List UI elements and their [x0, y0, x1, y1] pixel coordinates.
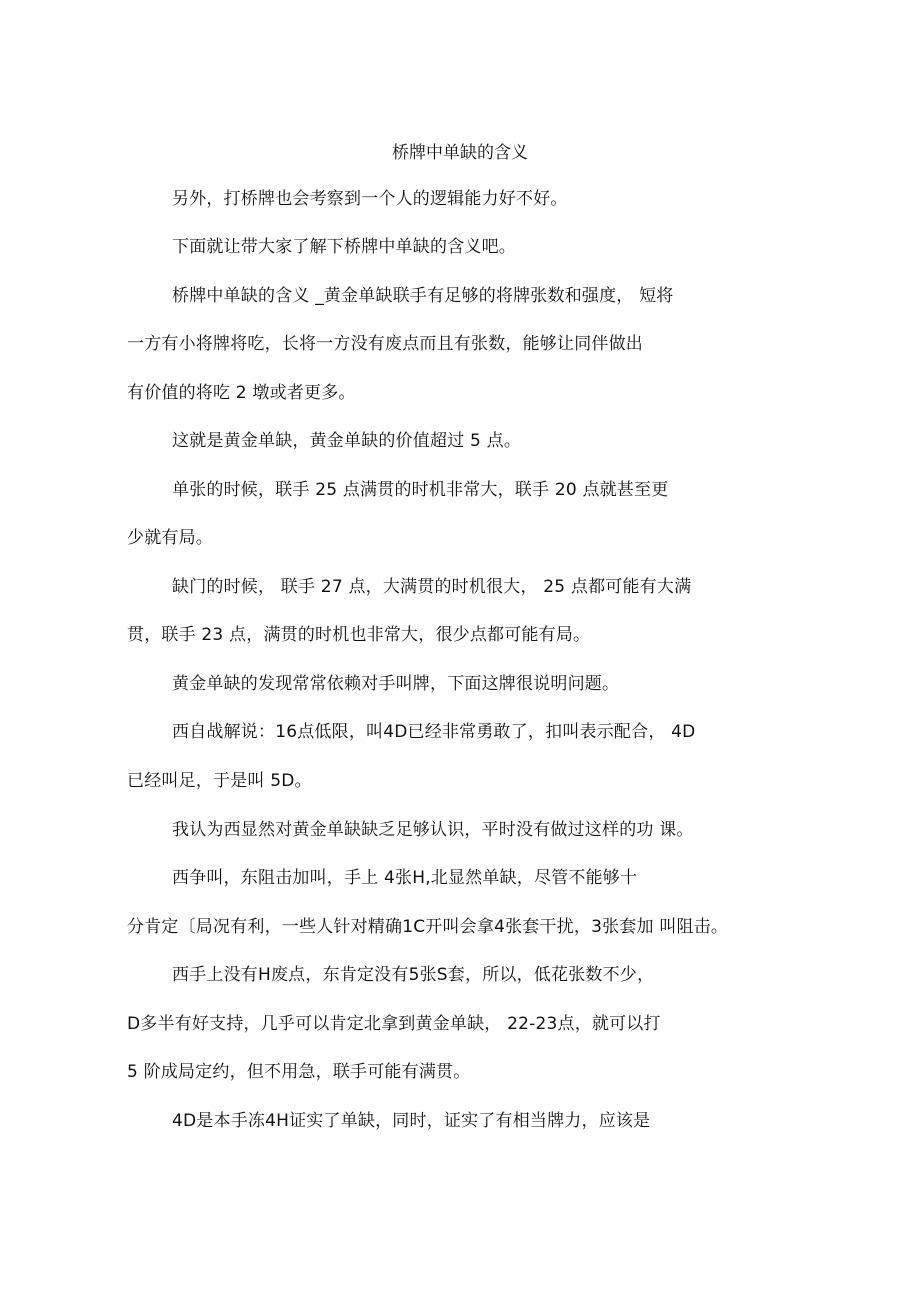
paragraph-line: D多半有好支持，几乎可以肯定北拿到黄金单缺， 22-23点，就可以打: [127, 1014, 661, 1034]
paragraph-line: 4D是本手冻4H证实了单缺，同时，证实了有相当牌力，应该是: [172, 1111, 651, 1131]
paragraph-line: 5 阶成局定约，但不用急，联手可能有满贯。: [127, 1062, 471, 1082]
paragraph-line: 缺门的时候， 联手 27 点，大满贯的时机很大， 25 点都可能有大满: [172, 577, 692, 597]
paragraph-line: 一方有小将牌将吃，长将一方没有废点而且有张数，能够让同伴做出: [127, 334, 643, 354]
paragraph-line: 桥牌中单缺的含义 _黄金单缺联手有足够的将牌张数和强度， 短将: [172, 286, 674, 306]
paragraph-line: 西手上没有H废点，东肯定没有5张S套，所以，低花张数不少，: [172, 965, 655, 985]
paragraph-line: 已经叫足，于是叫 5D。: [127, 771, 312, 791]
paragraph-line: 西自战解说：16点低限，叫4D已经非常勇敢了，扣叫表示配合， 4D: [172, 722, 696, 742]
document-title: 桥牌中单缺的含义: [392, 143, 528, 163]
paragraph-line: 下面就让带大家了解下桥牌中单缺的含义吧。: [172, 237, 516, 257]
paragraph-line: 我认为西显然对黄金单缺缺乏足够认识，平时没有做过这样的功 课。: [172, 820, 694, 840]
paragraph-line: 黄金单缺的发现常常依赖对手叫牌，下面这牌很说明问题。: [172, 674, 620, 694]
paragraph-line: 分肯定〔局况有利，一些人针对精确1C开叫会拿4张套干扰，3张套加 叫阻击。: [127, 917, 729, 937]
paragraph-line: 这就是黄金单缺，黄金单缺的价值超过 5 点。: [172, 431, 522, 451]
paragraph-line: 贯，联手 23 点，满贯的时机也非常大，很少点都可能有局。: [127, 625, 591, 645]
paragraph-line: 西争叫，东阻击加叫，手上 4张H,北显然单缺，尽管不能够十: [172, 868, 638, 888]
paragraph-line: 单张的时候，联手 25 点满贯的时机非常大，联手 20 点就甚至更: [172, 480, 669, 500]
paragraph-line: 少就有局。: [127, 528, 213, 548]
paragraph-line: 有价值的将吃 2 墩或者更多。: [127, 383, 356, 403]
paragraph-line: 另外，打桥牌也会考察到一个人的逻辑能力好不好。: [172, 189, 568, 209]
